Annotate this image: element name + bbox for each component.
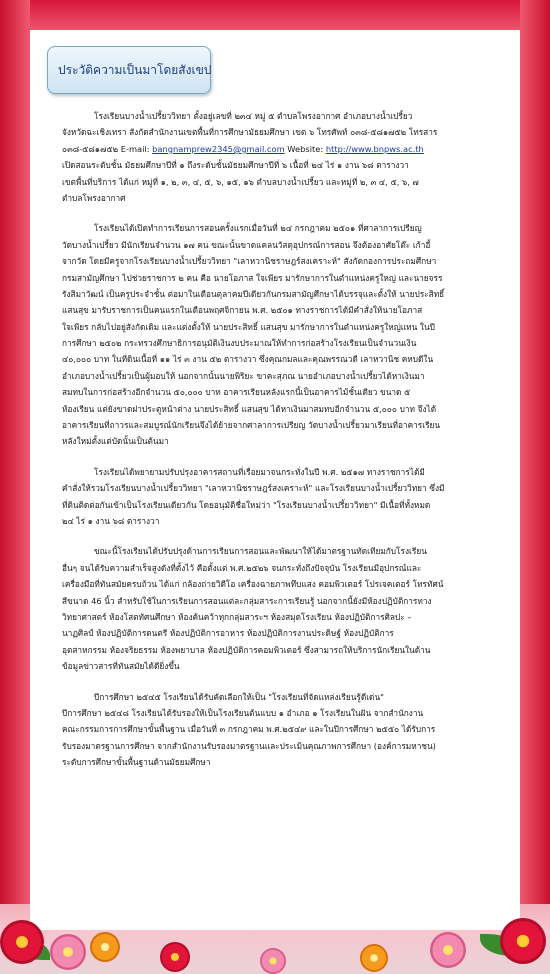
text-line: นาฏศิลป์ ห้องปฏิบัติการดนตรี ห้องปฏิบัติการอาหาร ห้องปฏิบัติการงานประดิษฐ์ ห้องปฏิบัติการ xyxy=(62,628,394,639)
document-body xyxy=(62,108,514,770)
page-title: ประวัติความเป็นมาโดยสังเขป xyxy=(58,63,212,77)
text-line: ข้อมูลข่าวสารที่ทันสมัยได้ดียิ่งขึ้น xyxy=(62,661,180,672)
paragraph xyxy=(62,464,514,530)
text-line: ที่ดินติดต่อกันเข้าเป็นโรงเรียนเดียวกัน โดยอนุมัติชื่อใหม่ว่า "โรงเรียนบางน้ำเปรี้ยววิทยา" มีเนื้อที่ทั้งหมด xyxy=(62,499,431,510)
decorative-frame-left xyxy=(0,0,30,974)
text-line: คณะกรรมการการศึกษาขั้นพื้นฐาน เมื่อวันที่ ๓ กรกฎาคม พ.ศ.๒๕๔๙ และในปีการศึกษา ๒๕๕๐ ได้รับการ xyxy=(62,724,436,735)
rose-icon xyxy=(160,942,190,972)
paragraph-gap xyxy=(62,675,514,689)
paragraph xyxy=(62,220,514,449)
text-line: โรงเรียนได้พยายามปรับปรุงอาคารสถานที่เรื่อยมาจนกระทั่งในปี พ.ศ. ๒๕๑๗ ทางราชการได้มี xyxy=(94,466,425,477)
text-line: คำสั่งให้รวมโรงเรียนบางน้ำเปรี้ยววิทยา "เลาหวานิชราษฎร์สงเคราะห์" และโรงเรียนบางน้ำเปรี้ยววิทยา ซึ่งมี xyxy=(62,483,445,494)
text-line: ๔๐,๐๐๐ บาท ในที่ดินเนื้อที่ ๑๑ ไร่ ๓ งาน ๕๒ ตารางวา ซึ่งคุณกมลและคุณพรรณวดี เลาหวานิช คหบดีใน xyxy=(62,354,434,365)
title-box xyxy=(47,46,211,94)
flower-border xyxy=(0,904,550,974)
text-line: รับรองมาตรฐานการศึกษา จากสำนักงานรับรองมาตรฐานและประเมินคุณภาพการศึกษา (องค์การมหาชน) xyxy=(62,740,436,751)
text-line: แสนสุข มารับราชการเป็นคนแรกในเดือนพฤศจิกายน พ.ศ. ๒๕๐๑ ทางราชการได้มีคำสั่งให้นายโอภาส xyxy=(62,305,423,316)
text-line: เครื่องมือที่ทันสมัยครบถ้วน ได้แก่ กล้องถ่ายวิดีโอ เครื่องฉายภาพทึบแสง คอมพิวเตอร์ โปรเจคเตอร์ โทรทัศน์ xyxy=(62,579,444,590)
website-label: Website: xyxy=(284,143,326,154)
text-line: โรงเรียนบางน้ำเปรี้ยววิทยา ตั้งอยู่เลขที่ ๒๓๔ หมู่ ๕ ตำบลโพรงอากาศ อำเภอบางน้ำเปรี้ยว xyxy=(94,111,413,121)
paragraph xyxy=(62,689,514,771)
rose-icon xyxy=(0,920,44,964)
fax-number: ๐๓๘-๕๘๑๗๕๒ xyxy=(62,143,121,154)
paragraph xyxy=(62,543,514,674)
paragraph xyxy=(62,108,514,206)
flower-icon xyxy=(360,944,388,972)
text-line: รังสิมาวัฒน์ เป็นครูประจำชั้น ต่อมาในเดือนตุลาคมปีเดียวกันกรมสามัญศึกษาได้บรรจุและตั้งให้ นายประสิทธิ์ xyxy=(62,288,445,299)
text-line: ๒๔ ไร่ ๑ งาน ๖๘ ตารางวา xyxy=(62,515,160,526)
text-line: อื่นๆ จนได้รับความสำเร็จสูงดังที่ตั้งไว้ คือตั้งแต่ พ.ศ.๒๕๒๖ จนกระทั่งถึงปัจจุบัน โรงเรียนมีอุปกรณ์และ xyxy=(62,562,422,573)
text-line: ปีการศึกษา ๒๕๔๘ โรงเรียนได้รับรองให้เป็นโรงเรียนต้นแบบ ๑ อำเภอ ๑ โรงเรียนในฝัน จากสำนักงาน xyxy=(62,707,424,718)
email-link[interactable]: bangnamprew2345@gmail.com xyxy=(152,143,285,154)
paragraph-gap xyxy=(62,450,514,464)
flower-icon xyxy=(90,932,120,962)
contact-line xyxy=(62,141,514,157)
flower-icon xyxy=(430,932,466,968)
flower-icon xyxy=(50,934,86,970)
paragraph-gap xyxy=(62,529,514,543)
text-line: ใจเพียร กลับไปอยู่สังกัดเดิม และแต่งตั้งให้ นายประสิทธิ์ แสนสุข มารักษาการในตำแหน่งครูใหญ่แทน ในปี xyxy=(62,321,435,332)
text-line: สีขนาด 46 นิ้ว สำหรับใช้ในการเรียนการสอนแต่ละกลุ่มสาระการเรียนรู้ นอกจากนี้ยังมีห้องปฏิบัติการทาง xyxy=(62,595,432,606)
text-line: ตำบลโพรงอากาศ xyxy=(62,192,126,203)
text-line: โรงเรียนได้เปิดทำการเรียนการสอนครั้งแรกเมื่อวันที่ ๒๔ กรกฎาคม ๒๕๐๑ ที่ศาลาการเปรียญ xyxy=(94,223,422,234)
decorative-frame-right xyxy=(520,0,550,974)
email-label: E-mail: xyxy=(120,143,153,154)
paragraph-gap xyxy=(62,206,514,220)
text-line: เขตพื้นที่บริการ ได้แก่ หมู่ที่ ๑, ๒, ๓, ๔, ๕, ๖, ๑๕, ๑๖ ตำบลบางน้ำเปรี้ยว และหมู่ที่ ๒, ๓ ๔, ๕, ๖, ๗ xyxy=(62,176,419,187)
text-line: อาคารเรียนที่ถาวรและสมบูรณ์นักเรียนจึงได้ย้ายจากศาลาการเปรียญ วัดบางน้ำเปรี้ยวมาเรียนที่อาคารเรียน xyxy=(62,420,441,431)
text-line: เปิดสอนระดับชั้น มัธยมศึกษาปีที่ ๑ ถึงระดับชั้นมัธยมศึกษาปีที่ ๖ เนื้อที่ ๒๔ ไร่ ๑ งาน ๖๘ ตารางวา xyxy=(62,160,409,171)
text-line: ระดับการศึกษาขั้นพื้นฐานด้านมัธยมศึกษา xyxy=(62,757,211,768)
text-line: จากวัด โดยมีครูจากโรงเรียนบางน้ำเปรี้ยววิทยา "เลาหวานิชราษฎร์สงเคราะห์" สังกัดกองการประถมศึกษา xyxy=(62,256,437,267)
text-line: จังหวัดฉะเชิงเทรา สังกัดสำนักงานเขตพื้นที่การศึกษามัธยมศึกษา เขต ๖ โทรศัพท์ ๐๓๘-๕๘๑๗๕๒ โทรสาร xyxy=(62,127,438,138)
text-line: อุตสาหกรรม ห้องจริยธรรม ห้องพยาบาล ห้องปฏิบัติการคอมพิวเตอร์ ซึ่งสามารถให้บริการนักเรียนในด้าน xyxy=(62,644,431,655)
text-line: ปีการศึกษา ๒๕๔๕ โรงเรียนได้รับคัดเลือกให้เป็น "โรงเรียนที่จัดแหล่งเรียนรู้ดีเด่น" xyxy=(94,691,384,702)
text-line: วิทยาศาสตร์ ห้องโสตทัศนศึกษา ห้องค้นคว้าทุกกลุ่มสาระฯ ห้องสมุดโรงเรียน ห้องปฏิบัติการศิลปะ – xyxy=(62,611,412,622)
text-line: กรมสามัญศึกษา ไปช่วยราชการ ๒ คน คือ นายโอภาส ใจเพียร มารักษาการในตำแหน่งครูใหญ่ และนายจรร xyxy=(62,272,443,283)
text-line: ขณะนี้โรงเรียนได้ปรับปรุงด้านการเรียนการสอนและพัฒนาให้ได้มาตรฐานทัดเทียมกับโรงเรียน xyxy=(94,546,427,557)
text-line: สมทบในการก่อสร้างอีกจำนวน ๕๐,๐๐๐ บาท อาคารเรียนหลังแรกนี้เป็นอาคารไม้ชั้นเดียว ขนาด ๕ xyxy=(62,387,411,398)
website-link[interactable]: http://www.bnpws.ac.th xyxy=(325,143,424,154)
text-line: ห้องเรียน แต่ยังขาดฝาประตูหน้าต่าง นายประสิทธิ์ แสนสุข ได้หาเงินมาสมทบอีกจำนวน ๕,๐๐๐ บาท จึงได้ xyxy=(62,403,437,414)
text-line: หลังใหม่ตั้งแต่บัดนั้นเป็นต้นมา xyxy=(62,436,169,447)
text-line: การศึกษา ๒๕๐๒ กระทรวงศึกษาธิการอนุมัติเงินงบประมาณให้ทำการก่อสร้างโรงเรียนเป็นจำนวนเงิน xyxy=(62,338,417,349)
text-line: อำเภอบางน้ำเปรี้ยวเป็นผู้มอบให้ นอกจากนั้นนายพิริยะ ขาคะสุภณ นายอำเภอบางน้ำเปรี้ยวได้หาเงินมา xyxy=(62,370,425,381)
flower-icon xyxy=(260,948,286,974)
rose-icon xyxy=(500,918,546,964)
text-line: วัดบางน้ำเปรี้ยว มีนักเรียนจำนวน ๑๗ คน ขณะนั้นขาดแคลนวัสดุอุปกรณ์การสอน จึงต้องอาศัยโต๊ะ เก้าอี้ xyxy=(62,239,431,250)
